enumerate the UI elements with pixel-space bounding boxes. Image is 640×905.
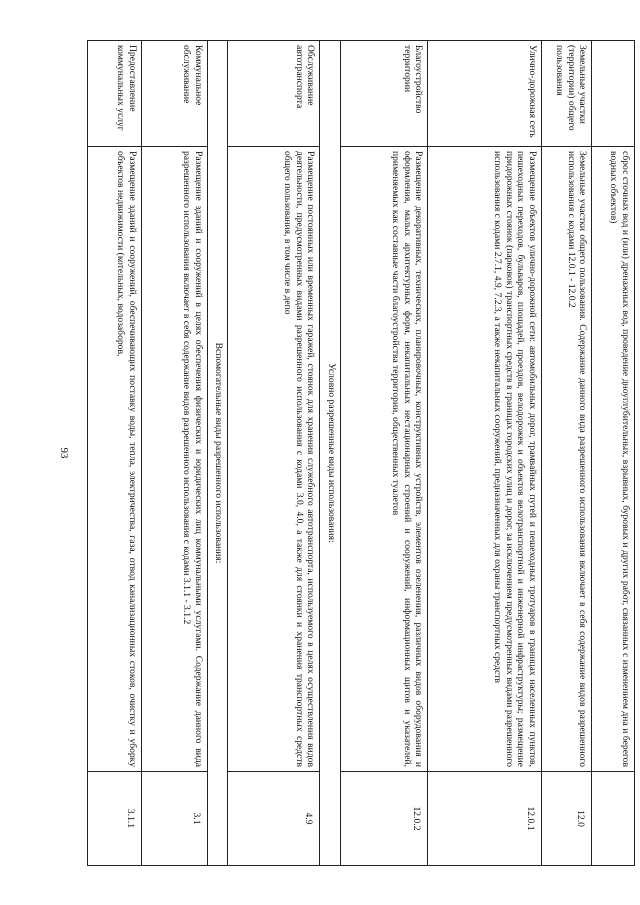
land-use-code-cell: 12.0.1 [428, 772, 541, 866]
land-use-description-cell: Размещение декоративных, технических, планировочных, конструктивных устройств, элементов озеленения, различных видов оборудования и оформления, малых архитектурных форм, некапитальных нестационарных строений и сооружений, информационных щитов и указателей, применяемых как составные части благоустройства территории, общественных туалетов [340, 147, 428, 772]
land-use-description-cell: Размещение постоянных или временных гаражей, стоянок для хранения служебного автотранспорта, используемого в целях осуществления видов деятельности, предусмотренных видами разрешенного использования с кодами 3.0, 4.0, а также для стоянки и хранения транспортных средств общего пользования, в том числе в депо [228, 147, 320, 772]
land-use-code-cell: 4.9 [228, 772, 320, 866]
land-use-code-cell: 12.0 [541, 772, 591, 866]
land-use-description-cell: Земельные участки общего пользования. Содержание данного вида разрешенного использования включает в себя содержание видов разрешенного использования с кодами 12.0.1 - 12.0.2 [541, 147, 591, 772]
land-use-table [87, 40, 635, 866]
table-row [88, 41, 142, 866]
land-use-description-cell: Размещение зданий и сооружений в целях обеспечения физических и юридических лиц коммунальными услугами. Содержание данного вида разрешенного использования включает в себя содержание видов разрешенного использования с кодами 3.1.1 - 3.1.2 [141, 147, 207, 772]
land-use-code-cell: 3.1.1 [88, 772, 142, 866]
land-use-description-cell: сброс сточных вод и (или) дренажных вод, проведение дноуглубительных, взрывных, буровых и других работ, связанных с изменением дна и берегов водных объектов) [592, 147, 635, 772]
section-heading: Условно разрешенные виды использования: [320, 41, 340, 866]
table-row [541, 41, 591, 866]
table-row [141, 41, 207, 866]
table-row [340, 41, 428, 866]
section-heading: Вспомогательные виды разрешенного использования: [207, 41, 227, 866]
section-heading-row [207, 41, 227, 866]
land-use-code-cell: 12.0.2 [340, 772, 428, 866]
table-row [228, 41, 320, 866]
land-use-name-cell: Коммунальное обслуживание [141, 41, 207, 147]
land-use-name-cell: Благоустройство территории [340, 41, 428, 147]
land-use-name-cell: Улично-дорожная сеть [428, 41, 541, 147]
section-heading-row [320, 41, 340, 866]
land-use-description-cell: Размещение зданий и сооружений, обеспечивающих поставку воды, тепла, электричества, газа, отвод канализационных стоков, очистку и уборку объектов недвижимости (котельных, водозаборов, [88, 147, 142, 772]
land-use-name-cell [592, 41, 635, 147]
land-use-code-cell: 3.1 [141, 772, 207, 866]
page-number: 93 [58, 447, 70, 459]
land-use-code-cell [592, 772, 635, 866]
table-row [592, 41, 635, 866]
table-row [428, 41, 541, 866]
land-use-name-cell: Предоставление коммунальных услуг [88, 41, 142, 147]
land-use-name-cell: Обслуживание автотранспорта [228, 41, 320, 147]
land-use-name-cell: Земельные участки (территории) общего пользования [541, 41, 591, 147]
land-use-description-cell: Размещение объектов улично-дорожной сети: автомобильных дорог, трамвайных путей и пешеходных тротуаров в границах населенных пунктов, пешеходных переходов, бульваров, площадей, проездов, велодорожек и объектов велотранспортной и инженерной инфраструктуры; размещение придорожных стоянок (парковок) транспортных средств в границах городских улиц и дорог, за исключением предусмотренных видами разрешенного использования с кодами 2.7.1, 4.9, 7.2.3, а также некапитальных сооружений, предназначенных для охраны транспортных средств [428, 147, 541, 772]
